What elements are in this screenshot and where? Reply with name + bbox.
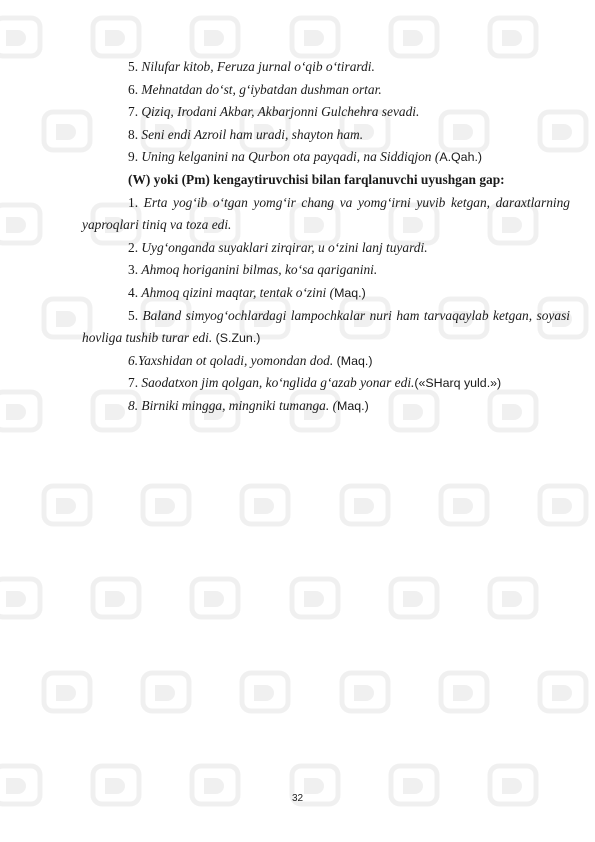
watermark-glyph — [0, 10, 44, 64]
watermark-glyph — [0, 384, 44, 438]
example-line-5: 5. Nilufar kitob, Feruza jurnal o‘qib o‘tirardi. — [128, 59, 375, 74]
example2-line-6: 6.Yaxshidan ot qoladi, yomondan dod. (Maq.) — [128, 352, 373, 368]
example2-line-8: 8. Birniki mingga, mingniki tumanga. (Maq.) — [128, 397, 369, 413]
example-line-8: 8. Seni endi Azroil ham uradi, shayton ham. — [128, 126, 364, 142]
example2-line-4: 4. Ahmoq qizini maqtar, tentak o‘zini (Maq.) — [128, 284, 366, 300]
watermark-glyph — [387, 571, 441, 625]
section-heading: (W) yoki (Pm) kengaytiruvchisi bilan farqlanuvchi uyushgan gap: — [128, 171, 505, 187]
watermark-glyph — [486, 571, 540, 625]
watermark-glyph — [288, 758, 342, 812]
watermark-glyph — [40, 478, 94, 532]
document-body — [82, 56, 570, 418]
example-line-6: 6. Mehnatdan do‘st, g‘iybatdan dushman ortar. — [128, 81, 382, 97]
example-line-9: 9. Uning kelganini na Qurbon ota payqadi, na Siddiqjon (A.Qah.) — [128, 149, 483, 165]
watermark-glyph — [188, 758, 242, 812]
watermark-glyph — [139, 478, 193, 532]
example2-line-1: 1. Erta yog‘ib o‘tgan yomg‘ir chang va yomg‘irni yuvib ketgan, daraxtlarning yaproqlari tiniq va toza edi. — [82, 194, 570, 233]
watermark-glyph — [0, 758, 44, 812]
watermark-glyph — [238, 478, 292, 532]
watermark-glyph — [437, 665, 491, 719]
watermark-glyph — [238, 665, 292, 719]
watermark-glyph — [486, 758, 540, 812]
watermark-glyph — [288, 571, 342, 625]
watermark-glyph — [0, 197, 44, 251]
example2-line-3: 3. Ahmoq horiganini bilmas, ko‘sa qariganini. — [128, 262, 378, 278]
watermark-glyph — [40, 665, 94, 719]
watermark-glyph — [188, 571, 242, 625]
watermark-glyph — [139, 665, 193, 719]
watermark-glyph — [338, 665, 392, 719]
page-number: 32 — [291, 793, 304, 804]
example2-line-2: 2. Uyg‘onganda suyaklari zirqirar, u o‘zini lanj tuyardi. — [128, 239, 428, 255]
example2-line-5: 5. Baland simyog‘ochlardagi lampochkalar nuri ham tarvaqaylab ketgan, soyasi hovliga tushib turar edi. (S.Zun.) — [82, 307, 570, 346]
watermark-glyph — [89, 571, 143, 625]
watermark-glyph — [0, 571, 44, 625]
watermark-glyph — [536, 665, 590, 719]
watermark-glyph — [387, 758, 441, 812]
watermark-glyph — [536, 478, 590, 532]
example-line-7: 7. Qiziq, Irodani Akbar, Akbarjonni Gulchehra sevadi. — [128, 104, 420, 120]
watermark-glyph — [437, 478, 491, 532]
watermark-glyph — [89, 758, 143, 812]
example2-line-7: 7. Saodatxon jim qolgan, ko‘nglida g‘azab yonar edi.(«SHarq yuld.») — [128, 375, 502, 391]
watermark-glyph — [338, 478, 392, 532]
